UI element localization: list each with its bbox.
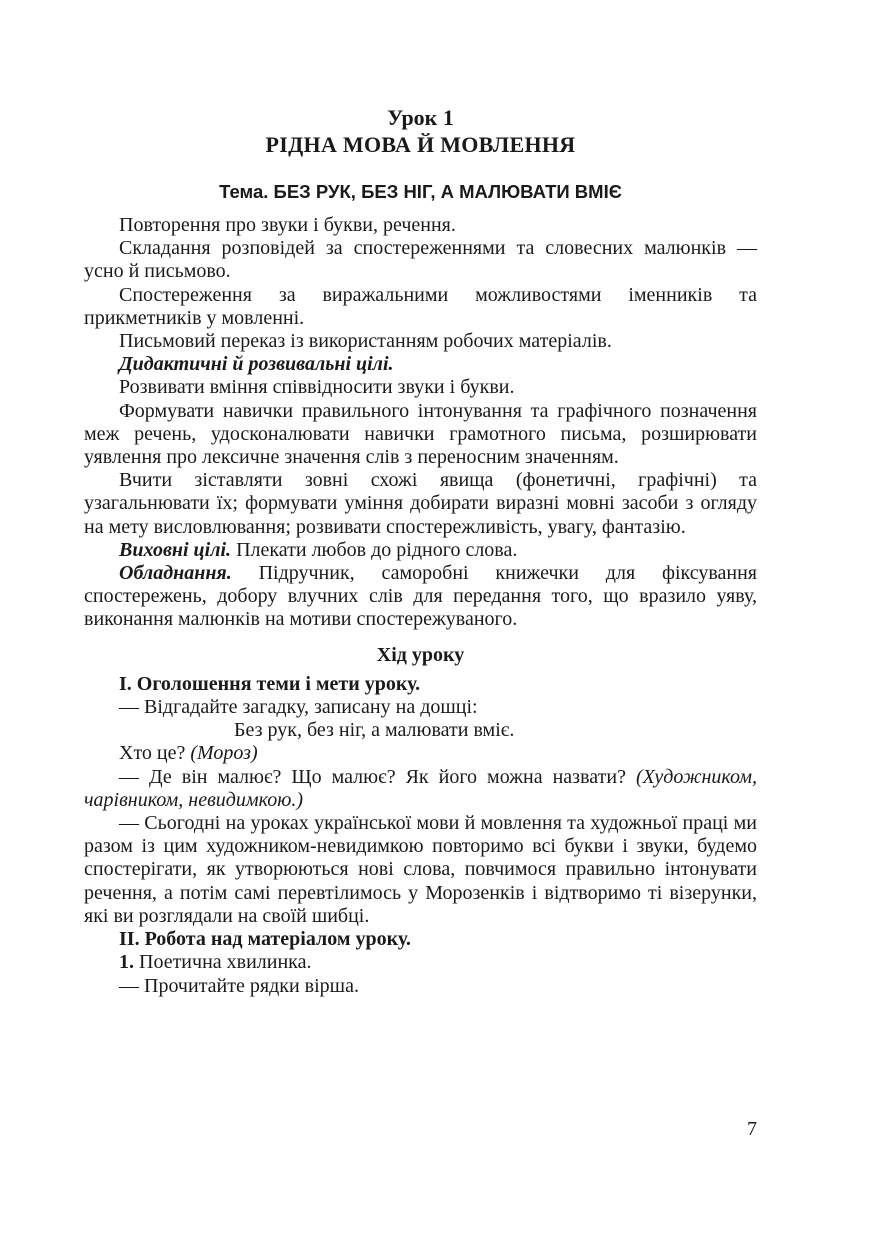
goals-heading: Дидактичні й розвивальні цілі. (119, 353, 394, 376)
equip-text: Підручник, саморобні книжечки для фіксування спостережень, добору влучних слів для передання того, що вразило уяву, виконання малюнків на мотиви спостережуваного. (84, 562, 757, 631)
paragraph: Спостереження за виражальними можливостями іменників та прикметників у мовленні. (84, 283, 757, 329)
paragraph: Розвивати вміння співвідносити звуки і букви. (119, 376, 515, 399)
answer-text: (Художником, чарівником, невидимкою.) (84, 765, 757, 811)
section-heading: І. Оголошення теми і мети уроку. (119, 672, 421, 695)
question-line (84, 766, 757, 812)
item-text: Поетична хвилинка. (134, 951, 312, 974)
equip-label: Обладнання. (119, 562, 232, 585)
question-text: — Де він малює? Що малює? Як його можна назвати? (119, 765, 636, 788)
course-heading: Хід уроку (376, 643, 465, 666)
lesson-topic: Тема. БЕЗ РУК, БЕЗ НІГ, А МАЛЮВАТИ ВМІЄ (219, 181, 622, 202)
page-number: 7 (747, 1118, 757, 1140)
paragraph: Формувати навички правильного інтонування та графічного позначення меж речень, удосконалювати навички грамотного письма, розширювати уявлення про лексичне значення слів з переносним значенням. (84, 399, 757, 469)
paragraph: Повторення про звуки і букви, речення. (119, 214, 456, 236)
answer-text: (Мороз) (190, 742, 258, 765)
document-page (84, 100, 757, 998)
section-heading: ІІ. Робота над матеріалом уроку. (119, 928, 411, 951)
edu-text: Плекати любов до рідного слова. (231, 538, 518, 561)
equipment (84, 562, 757, 632)
paragraph: — Прочитайте рядки вірша. (119, 974, 359, 997)
lesson-title: РІДНА МОВА Й МОВЛЕННЯ (265, 132, 576, 157)
paragraph: — Сьогодні на уроках української мови й мовлення та художньої праці ми разом із цим художником-невидимкою повторимо всі букви і звуки, будемо спостерігати, як утворюються нові слова, повчимося правильно інтонувати речення, а потім самі перевтілимось у Морозенків і відтворимо ті візерунки, які ви розглядали на своїй шибці. (84, 812, 757, 927)
item-number: 1. (119, 951, 134, 974)
list-item (84, 951, 757, 974)
paragraph: Вчити зіставляти зовні схожі явища (фонетичні, графічні) та узагальнювати їх; формувати уміння добирати виразні мовні засоби з огляду на мету висловлювання; розвивати спостережливість, увагу, фантазію. (84, 469, 757, 538)
riddle-line: Без рук, без ніг, а малювати вміє. (234, 719, 515, 742)
question-text: Хто це? (119, 742, 191, 765)
paragraph: Складання розповідей за спостереженнями та словесних малюнків — усно й письмово. (84, 237, 757, 283)
lesson-number: Урок 1 (387, 105, 454, 130)
edu-label: Виховні цілі. (119, 538, 232, 561)
educational-goals (84, 539, 757, 562)
paragraph: — Відгадайте загадку, записану на дошці: (119, 696, 478, 719)
question-line (84, 742, 757, 765)
paragraph: Письмовий переказ із використанням робочих матеріалів. (119, 330, 612, 353)
